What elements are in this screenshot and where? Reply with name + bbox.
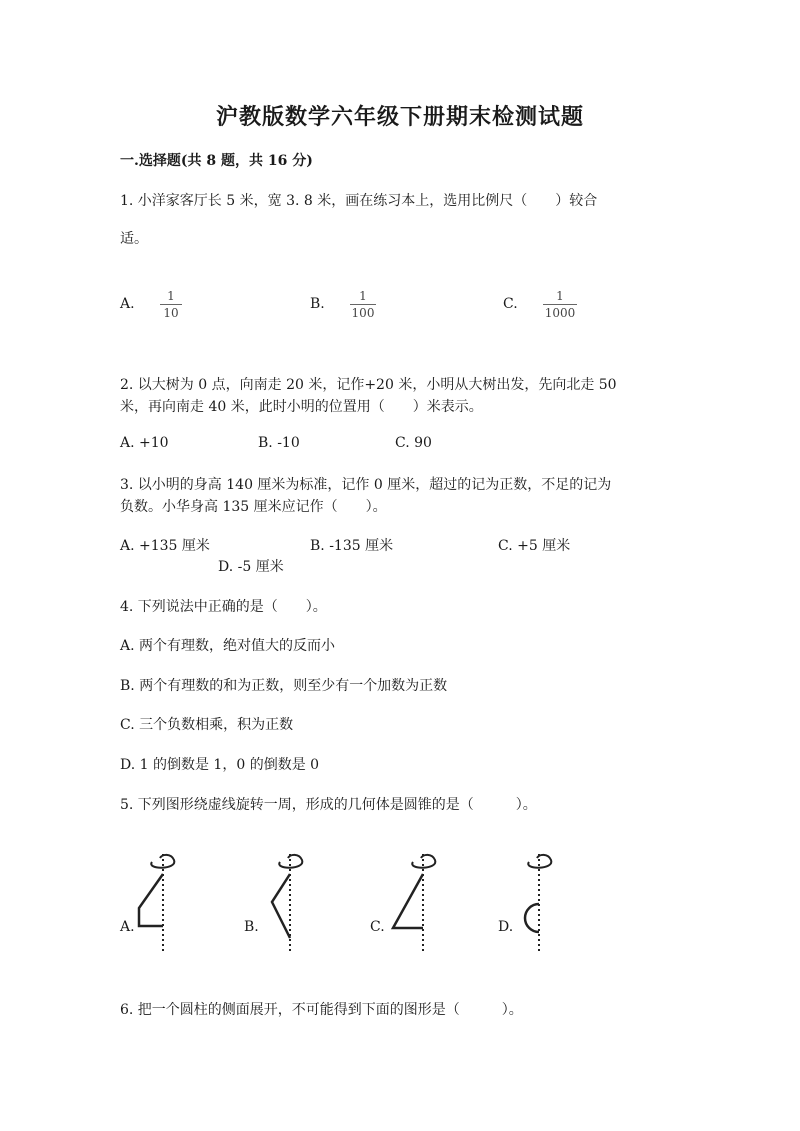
fraction-denominator: 100 [351,306,375,320]
q5-figure-c-label: C. [370,919,385,935]
question-3-text-cont: 负数。小华身高 135 厘米应记作（ ）。 [120,499,387,515]
section-heading: 一.选择题(共 8 题，共 16 分) [120,153,313,169]
fraction-numerator: 1 [359,289,367,303]
q5-figure-a-label: A. [120,919,135,935]
fraction-numerator: 1 [167,289,175,303]
page-title: 沪教版数学六年级下册期末检测试题 [215,104,584,130]
q4-option-a: A. 两个有理数，绝对值大的反而小 [120,638,336,654]
question-6-text: 6. 把一个圆柱的侧面展开，不可能得到下面的图形是（ ）。 [120,1002,523,1018]
q5-figure-b-label: B. [244,919,259,935]
q5-figure-b [260,848,320,958]
q3-option-b: B. -135 厘米 [310,538,394,554]
question-1-text: 1. 小洋家客厅长 5 米，宽 3. 8 米，画在练习本上，选用比例尺（ ）较合 [120,193,598,209]
q1-option-c-fraction [543,289,577,320]
q5-figure-d [510,848,570,958]
q3-option-c: C. +5 厘米 [498,538,571,554]
question-3-text: 3. 以小明的身高 140 厘米为标准，记作 0 厘米，超过的记为正数，不足的记为 [120,477,612,493]
q4-option-d: D. 1 的倒数是 1，0 的倒数是 0 [120,757,320,773]
fraction-denominator: 10 [163,306,179,320]
q2-option-a: A. +10 [120,435,169,451]
q3-option-d: D. -5 厘米 [218,559,284,575]
fraction-numerator: 1 [556,289,564,303]
q5-figure-a [130,848,190,958]
q5-figure-d-label: D. [498,919,514,935]
q5-figure-c [385,848,445,958]
q2-option-b: B. -10 [258,435,300,451]
q1-option-b-fraction [350,289,376,320]
question-2-text: 2. 以大树为 0 点，向南走 20 米，记作+20 米，小明从大树出发，先向北走 50 [120,377,617,393]
fraction-bar [350,304,376,305]
question-5-text: 5. 下列图形绕虚线旋转一周，形成的几何体是圆锥的是（ ）。 [120,797,537,813]
q2-option-c: C. 90 [395,435,432,451]
fraction-denominator: 1000 [544,306,576,320]
question-1-text-cont: 适。 [120,231,148,247]
question-2-text-cont: 米，再向南走 40 米，此时小明的位置用（ ）米表示。 [120,399,483,415]
q4-option-c: C. 三个负数相乘，积为正数 [120,717,294,733]
fraction-bar [543,304,577,305]
q3-option-a: A. +135 厘米 [120,538,210,554]
question-4-text: 4. 下列说法中正确的是（ ）。 [120,599,327,615]
q4-option-b: B. 两个有理数的和为正数，则至少有一个加数为正数 [120,678,448,694]
fraction-bar [160,304,182,305]
q1-option-c-label: C. [503,296,518,312]
q1-option-a-label: A. [120,296,135,312]
q1-option-a-fraction [160,289,182,320]
q1-option-b-label: B. [310,296,325,312]
